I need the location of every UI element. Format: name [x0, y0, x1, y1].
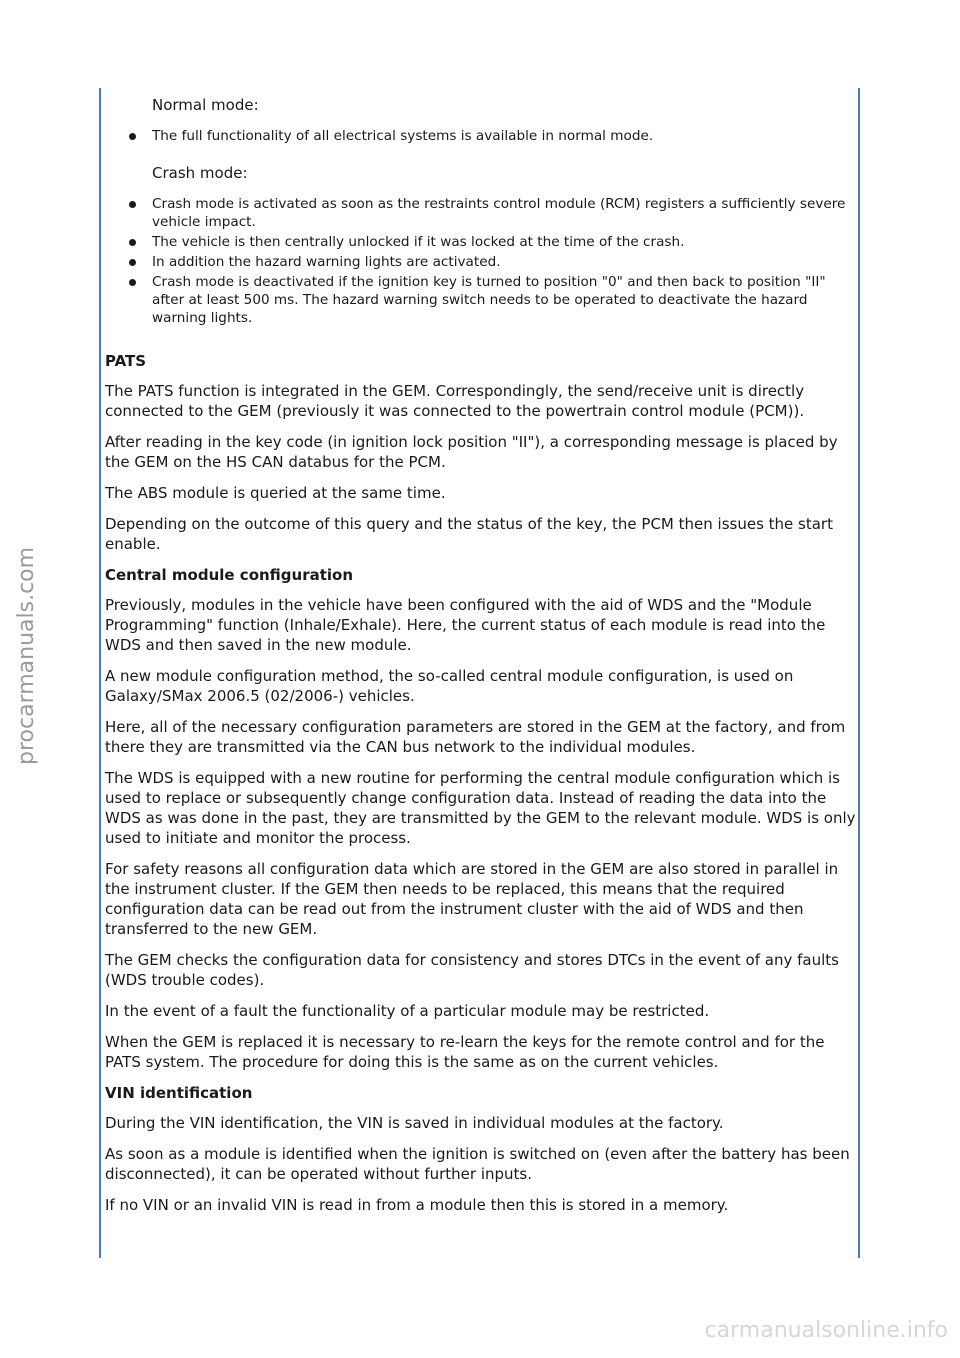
list-item — [105, 233, 857, 251]
paragraph: The ABS module is queried at the same time. — [105, 484, 446, 502]
paragraph: The WDS is equipped with a new routine for performing the central module configuration which is used to replace or subsequently change configuration data. Instead of reading the data into the WDS as was done in the past, they are transmitted by the GEM to the relevant module. WDS is only used to initiate and monitor the process. — [105, 769, 856, 847]
list-item-text: In addition the hazard warning lights are activated. — [152, 254, 501, 270]
paragraph: Depending on the outcome of this query and the status of the key, the PCM then issues the start enable. — [105, 515, 833, 553]
list-item — [105, 273, 857, 327]
bullet-icon — [129, 279, 136, 286]
bullet-icon — [129, 259, 136, 266]
list-item — [105, 195, 857, 231]
list-item-text: Crash mode is deactivated if the ignition key is turned to position "0" and then back to position "II" after at least 500 ms. The hazard warning switch needs to be operated to deactivate the hazard warning lights. — [152, 274, 826, 326]
pats-heading: PATS — [105, 352, 147, 370]
paragraph: In the event of a fault the functionality of a particular module may be restricted. — [105, 1002, 710, 1020]
left-margin-rule — [99, 88, 101, 1258]
paragraph: As soon as a module is identified when the ignition is switched on (even after the battery has been disconnected), it can be operated without further inputs. — [105, 1145, 850, 1183]
paragraph: After reading in the key code (in ignition lock position "II"), a corresponding message is placed by the GEM on the HS CAN databus for the PCM. — [105, 433, 838, 471]
list-item-text: The full functionality of all electrical systems is available in normal mode. — [152, 128, 654, 144]
vin-heading: VIN identification — [105, 1084, 253, 1102]
bullet-icon — [129, 201, 136, 208]
footer-watermark: carmanualsonline.info — [704, 1318, 948, 1343]
paragraph: The GEM checks the configuration data for consistency and stores DTCs in the event of any faults (WDS trouble codes). — [105, 951, 839, 989]
page-content — [105, 95, 857, 1226]
normal-mode-label: Normal mode: — [152, 96, 259, 114]
side-watermark: procarmanuals.com — [14, 546, 39, 765]
right-margin-rule — [858, 88, 860, 1258]
list-item-text: Crash mode is activated as soon as the restraints control module (RCM) registers a sufficiently severe vehicle impact. — [152, 196, 846, 230]
paragraph: A new module configuration method, the so-called central module configuration, is used on Galaxy/SMax 2006.5 (02/2006-) vehicles. — [105, 667, 794, 705]
list-item-text: The vehicle is then centrally unlocked if it was locked at the time of the crash. — [152, 234, 685, 250]
list-item — [105, 253, 857, 271]
paragraph: For safety reasons all configuration data which are stored in the GEM are also stored in parallel in the instrument cluster. If the GEM then needs to be replaced, this means that the required configuration data can be read out from the instrument cluster with the aid of WDS and then transferred to the new GEM. — [105, 860, 839, 938]
central-module-heading: Central module configuration — [105, 566, 354, 584]
normal-mode-list — [105, 127, 857, 145]
paragraph: The PATS function is integrated in the GEM. Correspondingly, the send/receive unit is directly connected to the GEM (previously it was connected to the powertrain control module (PCM)). — [105, 382, 805, 420]
crash-mode-label: Crash mode: — [152, 164, 248, 182]
bullet-icon — [129, 133, 136, 140]
bullet-icon — [129, 239, 136, 246]
paragraph: When the GEM is replaced it is necessary to re-learn the keys for the remote control and for the PATS system. The procedure for doing this is the same as on the current vehicles. — [105, 1033, 825, 1071]
list-item — [105, 127, 857, 145]
paragraph: Previously, modules in the vehicle have been configured with the aid of WDS and the "Module Programming" function (Inhale/Exhale). Here, the current status of each module is read into the WDS and then saved in the new module. — [105, 596, 826, 654]
paragraph: During the VIN identification, the VIN is saved in individual modules at the factory. — [105, 1114, 724, 1132]
paragraph: Here, all of the necessary configuration parameters are stored in the GEM at the factory, and from there they are transmitted via the CAN bus network to the individual modules. — [105, 718, 846, 756]
crash-mode-list — [105, 195, 857, 327]
paragraph: If no VIN or an invalid VIN is read in from a module then this is stored in a memory. — [105, 1196, 729, 1214]
